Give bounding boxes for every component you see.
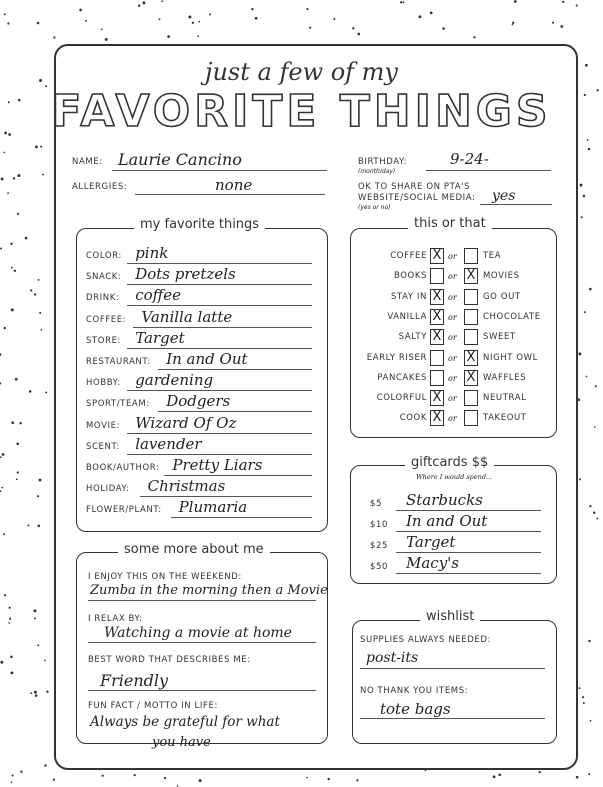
right-option-checkbox[interactable]: [464, 248, 478, 264]
giftcard-row: [370, 514, 545, 534]
left-option-checkbox[interactable]: [430, 370, 444, 386]
giftcard-amount: $10: [370, 520, 389, 530]
main-title: FAVORITE THINGS: [51, 86, 552, 137]
left-option-checkbox[interactable]: X: [430, 329, 444, 345]
this-or-that-row: [352, 329, 552, 347]
birthday-label: BIRTHDAY:: [358, 157, 408, 167]
weekend-field[interactable]: Zumba in the morning then a Movie: [90, 583, 328, 598]
this-or-that-row: [352, 309, 552, 327]
right-option-checkbox[interactable]: [464, 390, 478, 406]
right-option-label: TAKEOUT: [483, 413, 527, 424]
weekend-label: I ENJOY THIS ON THE WEEKEND:: [88, 572, 242, 582]
right-option-label: GO OUT: [483, 291, 521, 302]
this-or-that-row: [352, 390, 552, 408]
this-or-that-row: [352, 410, 552, 428]
relax-field[interactable]: Watching a movie at home: [104, 625, 292, 641]
giftcards-subtitle: Where I would spend...: [416, 473, 493, 481]
favorite-value[interactable]: Christmas: [147, 477, 226, 496]
allergies-label: ALLERGIES:: [72, 182, 128, 192]
favorite-value[interactable]: Plumaria: [178, 498, 248, 517]
left-option-label: EARLY RISER: [366, 352, 427, 363]
right-option-checkbox[interactable]: [464, 289, 478, 305]
script-title: just a few of my: [205, 58, 398, 86]
left-option-checkbox[interactable]: X: [430, 410, 444, 426]
left-option-label: SALTY: [398, 332, 427, 343]
supplies-label: SUPPLIES ALWAYS NEEDED:: [360, 635, 491, 645]
favorite-value[interactable]: Pretty Liars: [172, 456, 263, 474]
name-field[interactable]: Laurie Cancino: [118, 150, 242, 169]
this-or-that-row: [352, 370, 552, 388]
favorite-label: SPORT/TEAM:: [86, 399, 150, 410]
or-text: or: [448, 394, 457, 404]
about-title: some more about me: [118, 542, 270, 557]
motto-field-line2[interactable]: you have: [152, 735, 211, 750]
this-or-that-row: [352, 248, 552, 266]
this-or-that-row: [352, 350, 552, 368]
left-option-checkbox[interactable]: [430, 350, 444, 366]
allergies-field[interactable]: none: [215, 176, 253, 194]
favorite-value[interactable]: pink: [135, 244, 169, 262]
share-label-line1: OK TO SHARE ON PTA'S: [358, 182, 471, 192]
this-or-that-row: [352, 289, 552, 307]
favorite-label: HOBBY:: [86, 378, 121, 389]
left-option-checkbox[interactable]: X: [430, 309, 444, 325]
favorite-value[interactable]: Dots pretzels: [135, 265, 236, 284]
favorite-label: SCENT:: [86, 441, 120, 452]
favorite-label: BOOK/AUTHOR:: [86, 463, 160, 473]
right-option-checkbox[interactable]: X: [464, 268, 478, 284]
right-option-label: WAFFLES: [483, 372, 527, 383]
or-text: or: [448, 414, 457, 424]
favorite-row: [86, 498, 316, 524]
left-option-label: VANILLA: [387, 311, 427, 322]
or-text: or: [448, 312, 457, 322]
share-label-line2: WEBSITE/SOCIAL MEDIA:: [358, 193, 476, 203]
share-field[interactable]: yes: [492, 188, 516, 204]
favorite-label: STORE:: [86, 335, 122, 346]
right-option-checkbox[interactable]: [464, 410, 478, 426]
right-option-label: CHOCOLATE: [483, 311, 541, 322]
this-or-that-title: this or that: [408, 216, 492, 231]
or-text: or: [448, 292, 457, 302]
favorite-label: FLOWER/PLANT:: [86, 505, 162, 516]
favorite-label: DRINK:: [86, 293, 120, 304]
left-option-checkbox[interactable]: [430, 268, 444, 284]
giftcard-amount: $5: [370, 499, 383, 509]
no-thank-you-field[interactable]: tote bags: [380, 700, 451, 718]
or-text: or: [448, 353, 457, 363]
birthday-sublabel: (month/day): [358, 168, 396, 175]
favorite-label: SNACK:: [86, 272, 122, 283]
name-label: NAME:: [72, 157, 103, 167]
right-option-checkbox[interactable]: [464, 329, 478, 345]
left-option-label: COOK: [399, 413, 427, 424]
giftcard-value[interactable]: Target: [406, 533, 456, 551]
giftcard-amount: $25: [370, 541, 389, 551]
favorite-value[interactable]: Wizard Of Oz: [135, 413, 237, 432]
giftcard-value[interactable]: Starbucks: [406, 491, 483, 509]
best-word-field[interactable]: Friendly: [100, 671, 169, 690]
right-option-checkbox[interactable]: [464, 309, 478, 325]
favorite-label: HOLIDAY:: [86, 484, 130, 495]
favorite-label: COFFEE:: [86, 314, 127, 325]
right-option-label: SWEET: [483, 332, 516, 343]
or-text: or: [448, 373, 457, 383]
birthday-field[interactable]: 9-24-: [450, 150, 489, 168]
motto-field-line1[interactable]: Always be grateful for what: [90, 714, 280, 730]
right-option-label: MOVIES: [483, 271, 520, 282]
favorite-value[interactable]: gardening: [135, 371, 214, 390]
favorite-value[interactable]: Dodgers: [166, 392, 231, 411]
favorite-row: [86, 265, 316, 291]
or-text: or: [448, 272, 457, 282]
left-option-label: STAY IN: [390, 291, 427, 302]
share-sublabel: (yes or no): [358, 204, 391, 211]
giftcard-value[interactable]: Macy's: [406, 554, 459, 572]
left-option-label: COLORFUL: [376, 393, 427, 404]
favorite-row: [86, 307, 316, 334]
right-option-label: NEUTRAL: [483, 393, 527, 404]
wishlist-title: wishlist: [420, 609, 480, 624]
left-option-checkbox[interactable]: X: [430, 248, 444, 264]
or-text: or: [448, 252, 457, 261]
this-or-that-row: [352, 268, 552, 286]
right-option-checkbox[interactable]: X: [464, 350, 478, 366]
favorite-label: MOVIE:: [86, 420, 121, 431]
favorite-value[interactable]: Vanilla latte: [141, 307, 233, 326]
relax-label: I RELAX BY:: [88, 614, 143, 624]
giftcard-row: [370, 535, 545, 555]
right-option-checkbox[interactable]: X: [464, 370, 478, 386]
giftcards-title: giftcards $$: [405, 455, 494, 470]
left-option-checkbox[interactable]: X: [430, 289, 444, 305]
giftcard-row: [370, 556, 545, 576]
giftcard-row: [370, 493, 545, 513]
favorite-value[interactable]: coffee: [135, 286, 182, 305]
favorite-value[interactable]: Target: [135, 328, 185, 347]
right-option-label: TEA: [483, 251, 502, 261]
or-text: or: [448, 333, 457, 343]
no-thank-you-label: NO THANK YOU ITEMS:: [360, 686, 469, 696]
giftcard-amount: $50: [370, 562, 389, 572]
left-option-label: BOOKS: [393, 271, 427, 282]
left-option-checkbox[interactable]: X: [430, 390, 444, 406]
favorites-title: my favorite things: [134, 217, 265, 232]
favorite-value[interactable]: In and Out: [166, 350, 248, 368]
motto-label: FUN FACT / MOTTO IN LIFE:: [88, 701, 218, 711]
right-option-label: NIGHT OWL: [483, 352, 538, 363]
favorite-label: COLOR:: [86, 251, 122, 261]
best-word-label: BEST WORD THAT DESCRIBES ME:: [88, 655, 251, 665]
supplies-field[interactable]: post-its: [366, 650, 419, 666]
favorite-label: RESTAURANT:: [86, 357, 151, 367]
left-option-label: PANCAKES: [377, 372, 427, 383]
giftcard-value[interactable]: In and Out: [406, 512, 488, 530]
left-option-label: COFFEE: [390, 251, 427, 261]
favorite-value[interactable]: lavender: [135, 434, 202, 453]
